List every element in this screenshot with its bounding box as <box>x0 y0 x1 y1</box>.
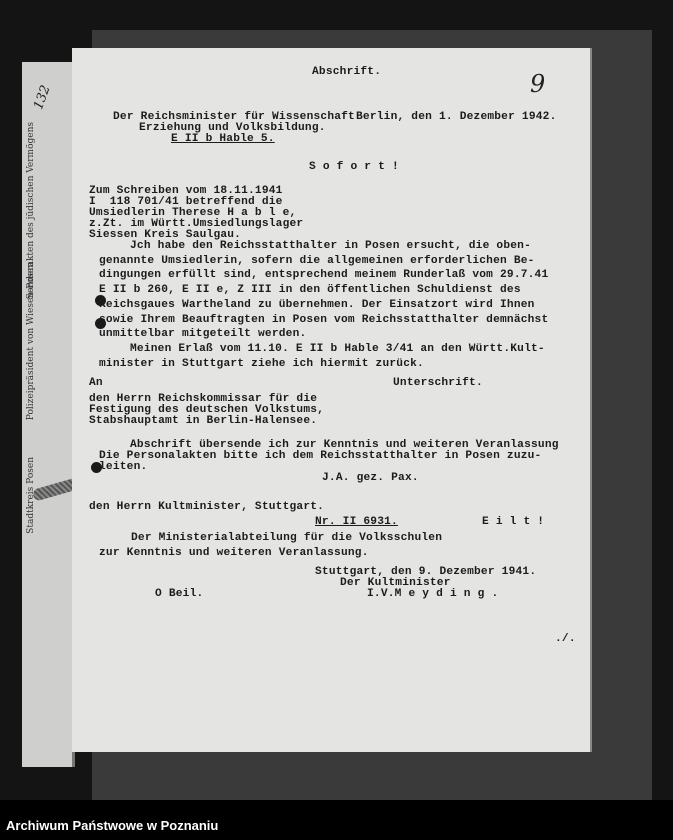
document-page <box>72 48 590 752</box>
recip-line: Stabshauptamt in Berlin-Halensee. <box>89 415 318 427</box>
recipient2: den Herrn Kultminister, Stuttgart. <box>89 501 325 513</box>
subject-line: I 118 701/41 betreffend die <box>89 196 283 208</box>
number: Nr. II 6931. <box>315 516 398 528</box>
urgent2: E i l t ! <box>482 516 545 528</box>
enclosure: O Beil. <box>155 588 204 600</box>
body-line: genannte Umsiedlerin, sofern die allgemeinen erforderlichen Be- <box>99 254 535 267</box>
spine-number: 132 <box>31 83 54 112</box>
subject-line: Siessen Kreis Saulgau. <box>89 229 242 241</box>
fwd-line: Der Ministerialabteilung für die Volksschulen <box>131 532 443 544</box>
minister-signature: I.V.M e y d i n g . <box>367 588 499 600</box>
copy-line: Abschrift übersende ich zur Kenntnis und weiteren Veranlassung <box>130 439 559 451</box>
subject-line: Umsiedlerin Therese H a b l e, <box>89 207 297 219</box>
copy-line: leiten. <box>99 461 148 473</box>
archive-footer <box>0 800 673 840</box>
spine-label-middle: Polizeipräsident von Wiesen-Posen <box>26 262 36 421</box>
signature-placeholder: Unterschrift. <box>393 377 483 389</box>
body-line: dingungen erfüllt sind, entsprechend meinem Runderlaß vom 29.7.41 <box>99 269 549 282</box>
sender-line2: Erziehung und Volksbildung. <box>139 122 326 134</box>
body-line: Meinen Erlaß vom 11.10. E II b Hable 3/41 an den Württ.Kult- <box>130 342 545 355</box>
sender: Der Reichsminister für Wissenschaft <box>113 111 355 123</box>
body-line: Jch habe den Reichsstatthalter in Posen ersucht, die oben- <box>130 240 531 252</box>
recip-line: Festigung des deutschen Volkstums, <box>89 404 325 416</box>
date: Berlin, den 1. Dezember 1942. <box>356 111 557 123</box>
folder-spine <box>22 62 75 767</box>
body-line: minister in Stuttgart ziehe ich hiermit zurück. <box>99 357 424 370</box>
archive-name: Archiwum Państwowe w Poznaniu <box>6 818 219 833</box>
recip-line: den Herrn Reichskommissar für die <box>89 393 318 405</box>
body-line: unmittelbar mitgeteilt werden. <box>99 328 307 341</box>
to-label: An <box>89 377 103 389</box>
copy-line: Die Personalakten bitte ich dem Reichsstatthalter in Posen zuzu- <box>99 450 542 462</box>
spine-label-bottom: Stadtkreis Posen <box>26 457 36 534</box>
reference: E II b Hable 5. <box>171 133 275 145</box>
signed-by: J.A. gez. Pax. <box>322 472 419 484</box>
page-number: 9 <box>530 70 546 98</box>
fwd-line: zur Kenntnis und weiteren Veranlassung. <box>99 547 369 559</box>
body-line: sowie Ihrem Beauftragten in Posen vom Reichsstatthalter demnächst <box>99 313 549 326</box>
stuttgart-date: Stuttgart, den 9. Dezember 1941. <box>315 566 537 578</box>
heading: Abschrift. <box>312 66 382 78</box>
continuation-mark: ./. <box>555 633 576 645</box>
subject-line: z.Zt. im Württ.Umsiedlungslager <box>89 218 304 230</box>
body-line: E II b 260, E II e, Z III in den öffentlichen Schuldienst des <box>99 284 521 297</box>
body-line: Reichsgaues Wartheland zu übernehmen. Der Einsatzort wird Ihnen <box>99 298 535 311</box>
urgent-mark: S o f o r t ! <box>309 161 399 173</box>
subject-line: Zum Schreiben vom 18.11.1941 <box>89 185 283 197</box>
minister-title: Der Kultminister <box>340 577 451 589</box>
spine-label-top: Sonderakten des jüdischen Vermögens <box>26 122 36 300</box>
